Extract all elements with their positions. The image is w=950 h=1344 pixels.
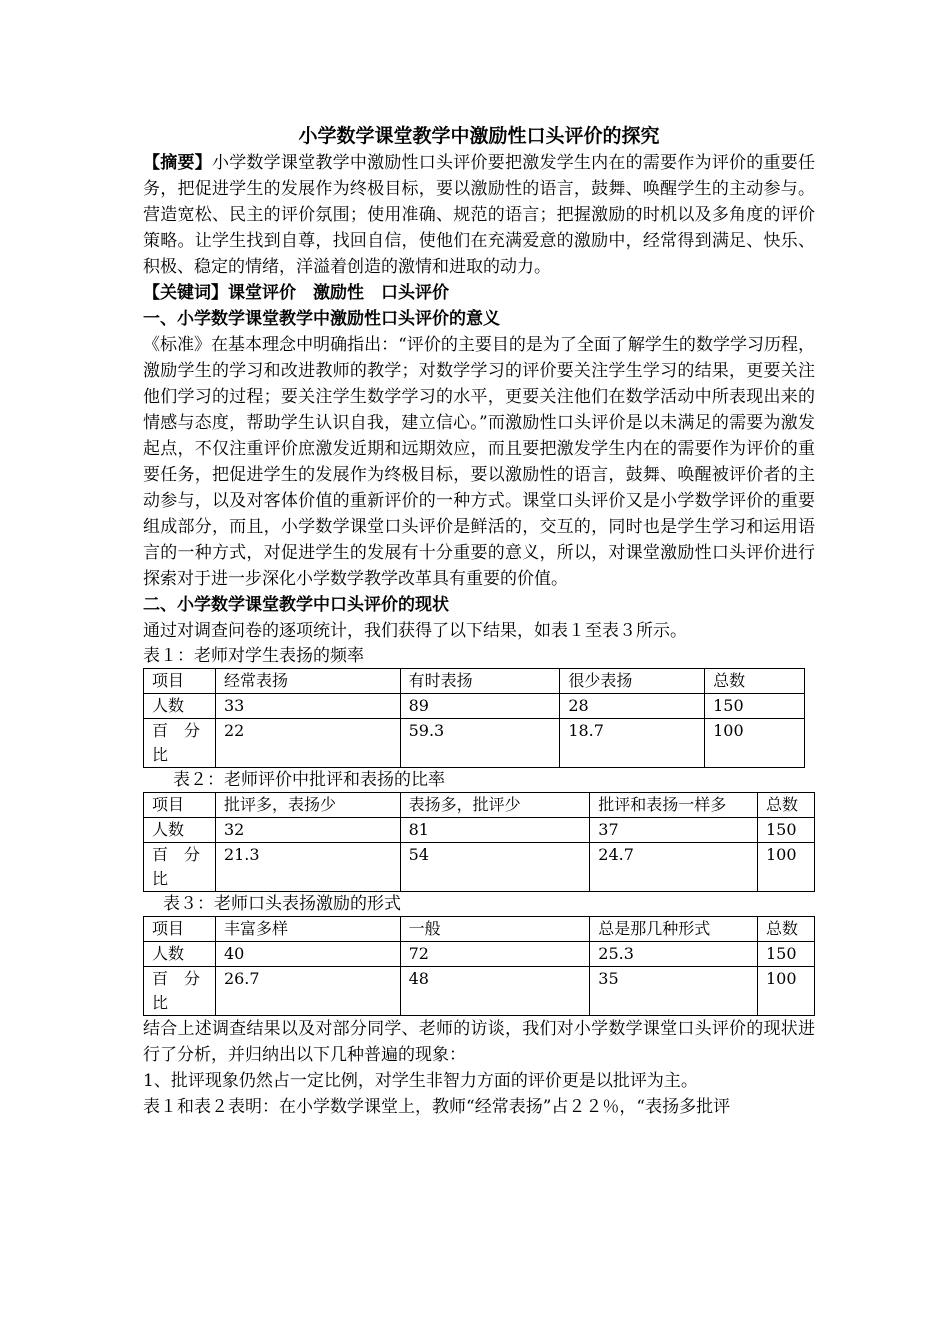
table-cell: 26.7 [215, 967, 400, 1016]
table-cell: 项目 [144, 917, 216, 942]
table-cell: 人数 [144, 942, 216, 967]
table-cell: 人数 [144, 694, 216, 719]
table-row [144, 917, 815, 942]
table-cell: 项目 [144, 793, 216, 818]
table3 [143, 916, 815, 1016]
table1-caption: 表１：老师对学生表扬的频率 [143, 646, 364, 666]
table-cell: 81 [400, 818, 590, 843]
table-cell: 一般 [400, 917, 590, 942]
table-cell: 总数 [705, 669, 805, 694]
abstract-label: 【摘要】 [143, 153, 212, 173]
table-cell: 28 [560, 694, 705, 719]
point1-heading: 1、批评现象仍然占一定比例，对学生非智力方面的评价更是以批评为主。 [143, 1071, 698, 1091]
section1-paragraph: 《标准》在基本理念中明确指出：“评价的主要目的是为了全面了解学生的数学学习历程，激励学生的学习和改进教师的教学；对数学学习的评价要关注学生学习的结果，更要关注他们学习的过程；要关注学生数学学习的水平，更要关注他们在数学活动中所表现出来的情感与态度，帮助学生认识自我，建立信心。”而激励性口头评价是以未满足的需要为激发起点，不仅注重评价庶激发近期和远期效应，而且要把激发学生内在的需要作为评价的重要任务，把促进学生的发展作为终极目标，要以激励性的语言，鼓舞、唤醒被评价者的主动参与，以及对客体价值的重新评价的一种方式。课堂口头评价又是小学数学评价的重要组成部分，而且，小学数学课堂口头评价是鲜活的，交互的，同时也是学生学习和运用语言的一种方式，对促进学生的发展有十分重要的意义，所以，对课堂激励性口头评价进行探索对于进一步深化小学数学教学改革具有重要的价值。 [143, 335, 815, 589]
table-cell: 150 [757, 942, 814, 967]
table-cell: 经常表扬 [215, 669, 400, 694]
table-cell: 百 分比 [144, 843, 216, 892]
document-page [143, 122, 815, 1120]
table-row [144, 669, 805, 694]
table-row [144, 967, 815, 1016]
abstract-paragraph [143, 150, 815, 280]
table-cell: 表扬多，批评少 [400, 793, 590, 818]
table-cell: 22 [215, 719, 400, 768]
table-cell: 100 [757, 967, 814, 1016]
table-cell: 18.7 [560, 719, 705, 768]
abstract-text: 小学数学课堂教学中激励性口头评价要把激发学生内在的需要作为评价的重要任务，把促进学生的发展作为终极目标，要以激励性的语言，鼓舞、唤醒学生的主动参与。营造宽松、民主的评价氛围；使用准确、规范的语言；把握激励的时机以及多角度的评价策略。让学生找到自尊，找回自信，使他们在充满爱意的激励中，经常得到满足、快乐、积极、稳定的情绪，洋溢着创造的激情和进取的动力。 [143, 153, 816, 277]
table-cell: 33 [215, 694, 400, 719]
table-cell: 批评和表扬一样多 [590, 793, 758, 818]
table-cell: 59.3 [400, 719, 560, 768]
table-cell: 总数 [757, 917, 814, 942]
table2-caption: 表２：老师评价中批评和表扬的比率 [173, 770, 445, 790]
section2-intro: 通过对调查问卷的逐项统计，我们获得了以下结果，如表１至表３所示。 [143, 621, 687, 641]
table-cell: 48 [400, 967, 590, 1016]
table-row [144, 818, 815, 843]
table-cell: 总是那几种形式 [590, 917, 758, 942]
table-cell: 24.7 [590, 843, 758, 892]
table-cell: 很少表扬 [560, 669, 705, 694]
table-cell: 72 [400, 942, 590, 967]
table1 [143, 668, 805, 768]
table-row [144, 942, 815, 967]
table-cell: 25.3 [590, 942, 758, 967]
table-row [144, 719, 805, 768]
table-cell: 150 [705, 694, 805, 719]
table3-caption: 表３：老师口头表扬激励的形式 [163, 894, 401, 914]
table-cell: 37 [590, 818, 758, 843]
table-cell: 150 [757, 818, 814, 843]
table-cell: 项目 [144, 669, 216, 694]
table-cell: 100 [757, 843, 814, 892]
table-cell: 总数 [757, 793, 814, 818]
table-cell: 100 [705, 719, 805, 768]
conclusion-paragraph: 结合上述调查结果以及对部分同学、老师的访谈，我们对小学数学课堂口头评价的现状进行了分析，并归纳出以下几种普遍的现象： [143, 1019, 815, 1065]
table-cell: 32 [215, 818, 400, 843]
table-cell: 丰富多样 [215, 917, 400, 942]
table-cell: 54 [400, 843, 590, 892]
table-cell: 批评多，表扬少 [215, 793, 400, 818]
table-row [144, 843, 815, 892]
table-cell: 35 [590, 967, 758, 1016]
table-cell: 有时表扬 [400, 669, 560, 694]
section2-heading: 二、小学数学课堂教学中口头评价的现状 [143, 595, 449, 615]
section1-heading: 一、小学数学课堂教学中激励性口头评价的意义 [143, 309, 500, 329]
point1-paragraph: 表１和表２表明：在小学数学课堂上，教师“经常表扬”占２２％，“表扬多批评 [143, 1097, 731, 1117]
keywords-line: 【关键词】课堂评价 激励性 口头评价 [143, 283, 449, 303]
table-cell: 40 [215, 942, 400, 967]
document-title: 小学数学课堂教学中激励性口头评价的探究 [298, 125, 660, 147]
table-row [144, 694, 805, 719]
table-cell: 百 分比 [144, 719, 216, 768]
table-row [144, 793, 815, 818]
table-cell: 人数 [144, 818, 216, 843]
table-cell: 21.3 [215, 843, 400, 892]
table-cell: 百 分比 [144, 967, 216, 1016]
table-cell: 89 [400, 694, 560, 719]
table2 [143, 792, 815, 892]
